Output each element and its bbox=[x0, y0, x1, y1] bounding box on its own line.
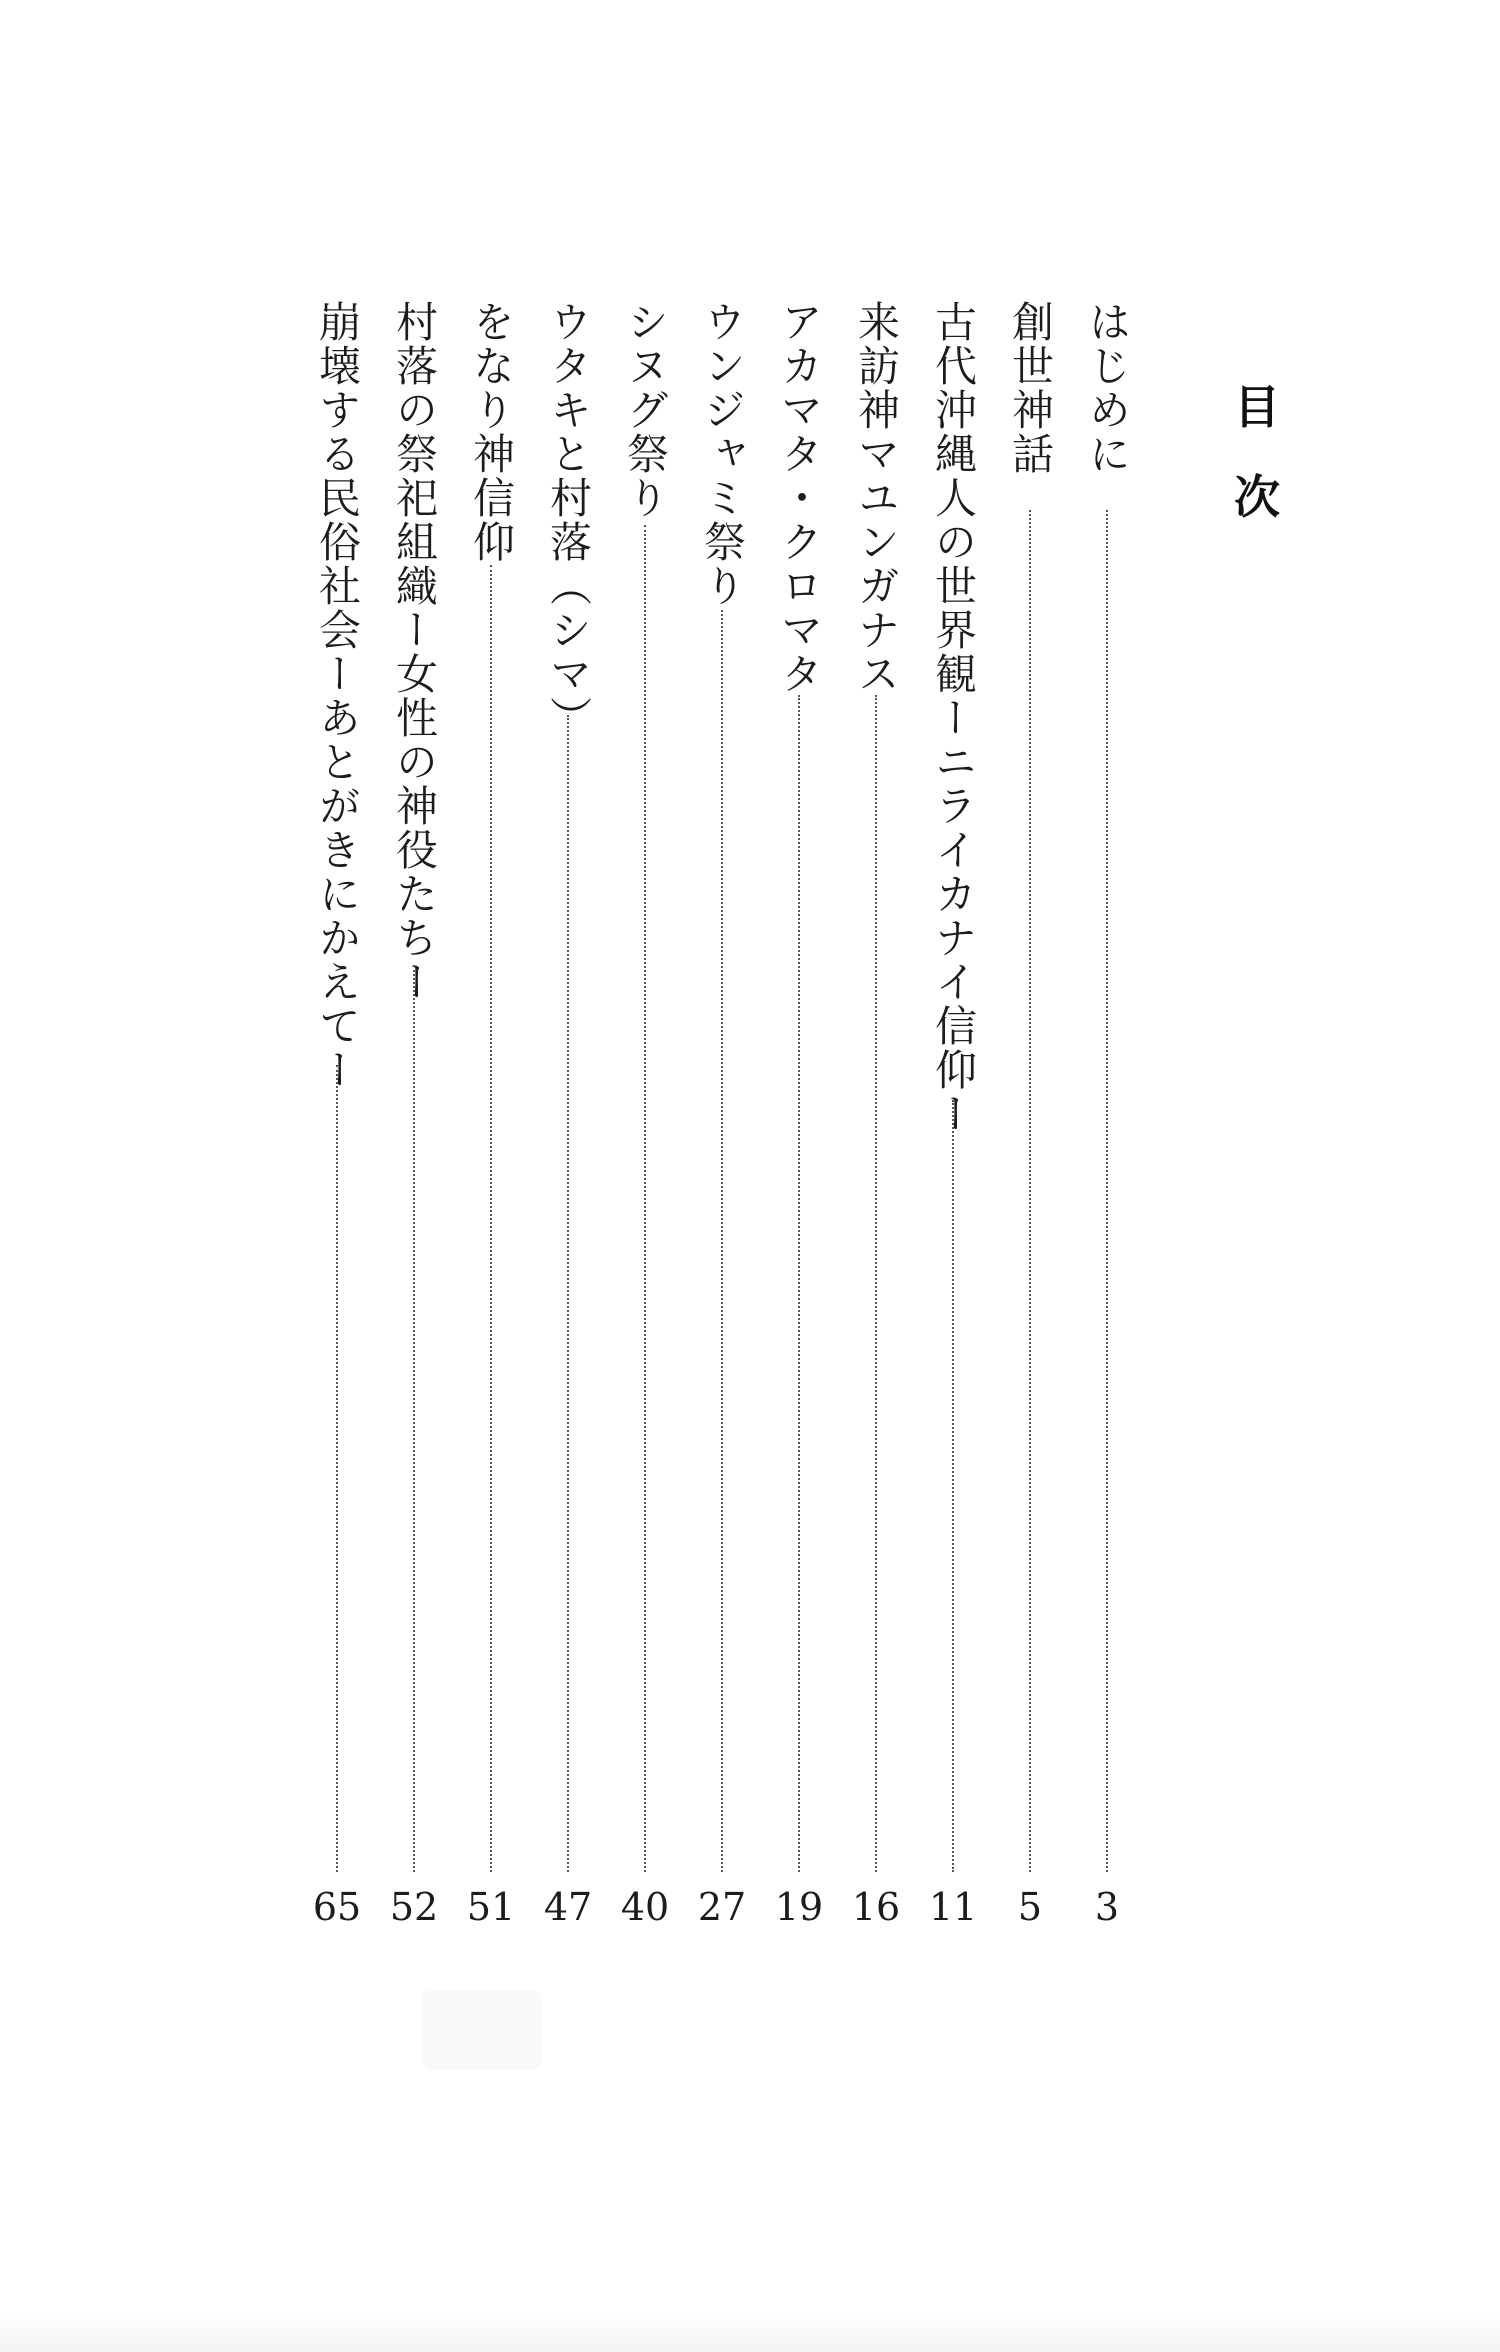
dot-leader bbox=[336, 1065, 338, 1872]
toc-entry[interactable] bbox=[926, 300, 980, 1960]
dot-leader bbox=[490, 565, 492, 1872]
toc-entry-title: をなり神信仰 bbox=[467, 300, 516, 564]
dot-leader bbox=[1106, 510, 1108, 1872]
toc-entry-title: アカマタ・クロマタ bbox=[775, 300, 824, 696]
toc-entry-page: 27 bbox=[697, 1885, 747, 1929]
toc-entry-page: 65 bbox=[312, 1885, 362, 1929]
dot-leader bbox=[875, 695, 877, 1872]
toc-entry[interactable] bbox=[387, 300, 441, 1960]
toc-entry-title: 来訪神マユンガナス bbox=[852, 300, 901, 696]
dot-leader bbox=[644, 525, 646, 1872]
toc-entry-page: 5 bbox=[1017, 1885, 1043, 1929]
scan-edge-shadow bbox=[0, 2312, 1500, 2352]
toc-entry-title: 崩壊する民俗社会ーあとがきにかえてー bbox=[313, 300, 362, 1092]
toc-entry[interactable] bbox=[1080, 300, 1134, 1960]
scan-smudge bbox=[422, 1990, 542, 2070]
toc-entry[interactable] bbox=[464, 300, 518, 1960]
heading-char-1: 目 bbox=[1234, 380, 1280, 434]
toc-entry-title: 創世神話 bbox=[1006, 300, 1055, 476]
toc-entry[interactable] bbox=[695, 300, 749, 1960]
toc-entry[interactable] bbox=[772, 300, 826, 1960]
heading-char-2: 次 bbox=[1234, 470, 1280, 524]
toc-entry-page: 11 bbox=[928, 1885, 978, 1929]
toc-entry[interactable] bbox=[310, 300, 364, 1960]
toc-entry-title: ウンジャミ祭り bbox=[698, 300, 747, 608]
toc-entry-page: 47 bbox=[543, 1885, 593, 1929]
toc-entry-title: 村落の祭祀組織ー女性の神役たちー bbox=[390, 300, 439, 1004]
dot-leader bbox=[798, 695, 800, 1872]
dot-leader bbox=[952, 1100, 954, 1872]
toc-entry-page: 52 bbox=[389, 1885, 439, 1929]
dot-leader bbox=[413, 965, 415, 1872]
dot-leader bbox=[1029, 510, 1031, 1872]
toc-entry[interactable] bbox=[541, 300, 595, 1960]
dot-leader bbox=[721, 610, 723, 1872]
toc-entry-page: 51 bbox=[466, 1885, 516, 1929]
toc-entry-title: シヌグ祭り bbox=[621, 300, 670, 520]
toc-entry-title: ウタキと村落（シマ） bbox=[544, 300, 593, 740]
toc-entry-title: はじめに bbox=[1083, 300, 1132, 476]
toc-entry[interactable] bbox=[1003, 300, 1057, 1960]
dot-leader bbox=[567, 715, 569, 1872]
toc-entry-page: 16 bbox=[851, 1885, 901, 1929]
toc-entry-page: 40 bbox=[620, 1885, 670, 1929]
toc-entry[interactable] bbox=[849, 300, 903, 1960]
toc-entry[interactable] bbox=[618, 300, 672, 1960]
toc-entry-page: 19 bbox=[774, 1885, 824, 1929]
toc-entry-page: 3 bbox=[1094, 1885, 1120, 1929]
toc-entry-title: 古代沖縄人の世界観ーニライカナイ信仰ー bbox=[929, 300, 978, 1136]
